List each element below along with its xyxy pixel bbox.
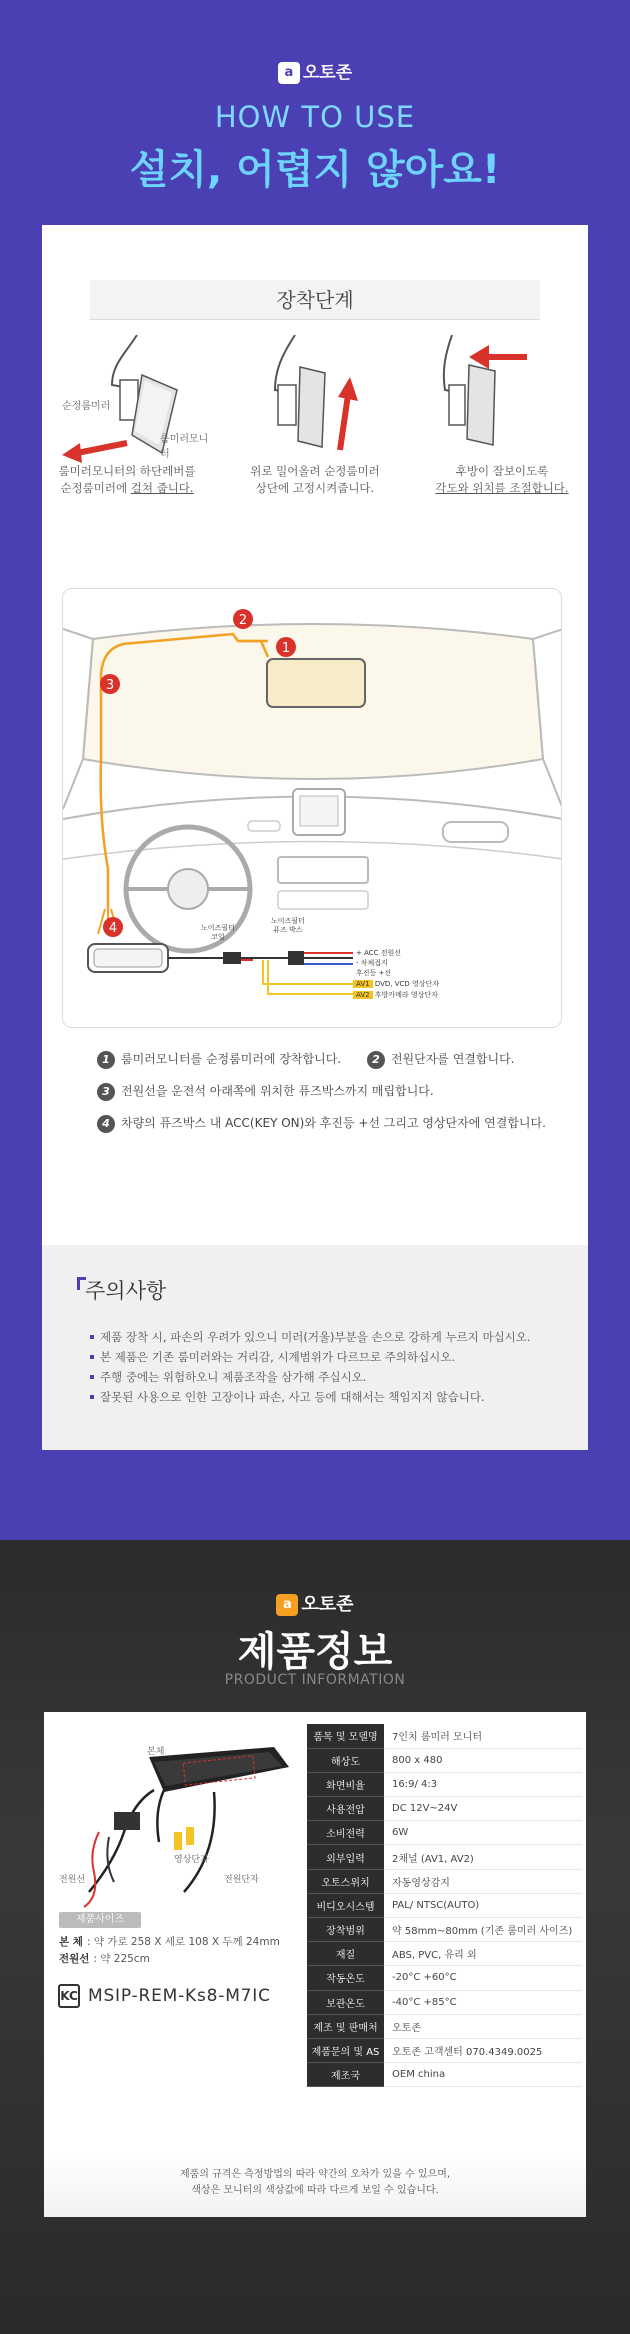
headline: 설치, 어렵지 않아요!	[129, 147, 501, 193]
av2-text: 후방카메라 영상단자	[374, 991, 438, 999]
spec-value: 7인치 룸미러 모니터	[384, 1724, 582, 1748]
spec-key: 오토스위치	[307, 1869, 384, 1893]
legend-item-1	[97, 1050, 341, 1069]
caution-item: 본 제품은 기존 룸미러와는 거리감, 시계범위가 다르므로 주의하십시오.	[90, 1347, 570, 1367]
size-badge: 제품사이즈	[59, 1912, 141, 1928]
spec-key: 보관온도	[307, 1990, 384, 2014]
spec-row	[307, 1893, 582, 1917]
install-legend	[97, 1050, 567, 1146]
cert-number: MSIP-REM-Ks8-M7IC	[88, 1986, 271, 2006]
product-note-line1: 제품의 규격은 측정방법의 따라 약간의 오차가 있을 수 있으며,	[179, 2169, 451, 2180]
logo-mark-2: a	[276, 1594, 298, 1616]
spec-row	[307, 2014, 582, 2038]
spec-row	[307, 1942, 582, 1966]
spec-key: 사용전압	[307, 1797, 384, 1821]
brand-logo	[0, 58, 630, 84]
spec-row	[307, 1869, 582, 1893]
step-1-caption-text: 순정룸미러에	[60, 481, 131, 495]
spec-value: OEM china	[384, 2063, 582, 2087]
legend-row-1	[97, 1050, 567, 1068]
step-1-caption-line1: 룸미러모니터의 하단레버를	[58, 464, 196, 478]
spec-table	[307, 1724, 582, 2087]
size-body-value: : 약 가로 258 X 세로 108 X 두께 24mm	[86, 1936, 280, 1948]
spec-key: 제조국	[307, 2063, 384, 2087]
step-1-caption-emphasis: 걸쳐 줍니다.	[130, 481, 194, 495]
av1-tag: AV1	[353, 980, 373, 988]
spec-row	[307, 1724, 582, 1748]
caution-title: 주의사항	[77, 1275, 166, 1305]
product-subtitle: PRODUCT INFORMATION	[224, 1672, 406, 1688]
size-info	[59, 1934, 280, 1968]
spec-value: DC 12V~24V	[384, 1797, 582, 1821]
step-3-caption-line1: 후방이 잘보이도록	[455, 464, 549, 478]
noise-filter-fuse-label: 노이즈필터 퓨즈 박스	[271, 917, 305, 934]
spec-value: 약 58mm~80mm (기존 룸미러 사이즈)	[384, 1918, 582, 1942]
wire-label-reverse: 후진등 +선	[356, 969, 392, 977]
spec-key: 제품문의 및 AS	[307, 2038, 384, 2062]
install-step-3	[417, 335, 587, 515]
step-2-caption	[230, 463, 400, 497]
install-step-1	[42, 335, 212, 515]
step-2-caption-line1: 위로 밀어올려 순정룸미러	[250, 464, 380, 478]
caution-list	[90, 1327, 570, 1407]
img-label-power-terminal: 전원단자	[224, 1875, 259, 1885]
spec-value: -40°C +85°C	[384, 1990, 582, 2014]
marker-2: 2	[238, 613, 248, 628]
legend-item-4	[97, 1114, 567, 1132]
spec-row	[307, 2063, 582, 2087]
caution-item: 잘못된 사용으로 인한 고장이나 파손, 사고 등에 대해서는 책임지지 않습니다.	[90, 1387, 570, 1407]
spec-row	[307, 1797, 582, 1821]
legend-num-2: 2	[367, 1051, 385, 1069]
install-steps-title: 장착단계	[90, 280, 540, 320]
spec-row	[307, 1966, 582, 1990]
spec-value: 6W	[384, 1821, 582, 1845]
caution-item: 제품 장착 시, 파손의 우려가 있으니 미러(거울)부분을 손으로 강하게 누르지 마십시오.	[90, 1327, 570, 1347]
av1-row	[353, 979, 439, 989]
spec-key: 품목 및 모델명	[307, 1724, 384, 1748]
caution-box	[42, 1245, 588, 1450]
spec-key: 재질	[307, 1942, 384, 1966]
legend-item-3	[97, 1082, 567, 1100]
kc-certification	[58, 1982, 271, 2010]
step-2-caption-text: 상단에 고정시켜줍니다.	[255, 481, 375, 495]
brand-name-2: 오토존	[301, 1594, 354, 1615]
legend-item-2	[367, 1050, 515, 1069]
spec-key: 제조 및 판매처	[307, 2014, 384, 2038]
spec-key: 외부입력	[307, 1845, 384, 1869]
spec-value: ABS, PVC, 유리 외	[384, 1942, 582, 1966]
marker-3: 3	[105, 678, 115, 693]
step-3-caption-line2	[417, 480, 587, 497]
av1-text: DVD, VCD 영상단자	[374, 980, 440, 988]
spec-value: 오토존	[384, 2014, 582, 2038]
spec-value: 2채널 (AV1, AV2)	[384, 1845, 582, 1869]
product-title: 제품정보	[237, 1629, 393, 1675]
legend-text-1: 룸미러모니터를 순정룸미러에 장착합니다.	[121, 1052, 342, 1066]
legend-num-1: 1	[97, 1051, 115, 1069]
spec-value: -20°C +60°C	[384, 1966, 582, 1990]
legend-text-3: 전원선을 운전석 아래쪽에 위치한 퓨즈박스까지 매립합니다.	[121, 1084, 434, 1098]
step-2-caption-line2	[230, 480, 400, 497]
img-label-power: 전원선	[59, 1875, 86, 1885]
marker-1: 1	[281, 641, 291, 656]
product-image	[54, 1722, 314, 1922]
install-card	[42, 225, 588, 1245]
spec-key: 장착범위	[307, 1918, 384, 1942]
how-to-use-heading: HOW TO USE	[214, 100, 416, 134]
kc-icon: KC	[58, 1984, 80, 2008]
label-oem-mirror: 순정룸미러	[62, 401, 111, 412]
product-info-section	[0, 1540, 630, 2334]
install-step-2	[230, 335, 400, 515]
spec-row	[307, 1772, 582, 1796]
car-interior-illustration	[63, 589, 562, 1028]
step-2-illustration	[230, 335, 400, 465]
product-card	[44, 1712, 586, 2217]
av2-tag: AV2	[353, 991, 373, 999]
size-body	[59, 1934, 280, 1951]
img-label-video: 영상단자	[174, 1855, 209, 1865]
spec-value: 자동영상감지	[384, 1869, 582, 1893]
size-cable	[59, 1951, 280, 1968]
spec-value: 16:9/ 4:3	[384, 1772, 582, 1796]
noise-filter-core-label: 노이즈필터 코일	[201, 924, 235, 941]
wire-label-acc: + ACC 전원선	[356, 949, 402, 957]
wiring-diagram	[62, 588, 562, 1028]
label-mirror-monitor: 룸미러모니터	[160, 434, 209, 460]
spec-row	[307, 1821, 582, 1845]
spec-key: 비디오시스템	[307, 1893, 384, 1917]
spec-value: 800 x 480	[384, 1748, 582, 1772]
spec-key: 해상도	[307, 1748, 384, 1772]
av2-row	[353, 990, 438, 1000]
caution-item: 주행 중에는 위험하오니 제품조작을 삼가해 주십시오.	[90, 1367, 570, 1387]
step-1-caption-line2	[42, 480, 212, 497]
spec-row	[307, 1918, 582, 1942]
legend-num-3: 3	[97, 1083, 115, 1101]
logo-mark: a	[278, 62, 300, 84]
step-3-illustration	[417, 335, 587, 465]
legend-text-4: 차량의 퓨즈박스 내 ACC(KEY ON)와 후진등 +선 그리고 영상단자에 연결합니다.	[121, 1116, 546, 1130]
marker-4: 4	[108, 921, 118, 936]
img-label-body: 본체	[147, 1747, 165, 1757]
spec-row	[307, 1990, 582, 2014]
product-note-line2: 색상은 모니터의 색상값에 따라 다르게 보일 수 있습니다.	[191, 2185, 439, 2196]
product-note	[44, 2167, 586, 2199]
spec-key: 작동온도	[307, 1966, 384, 1990]
spec-value: 오토존 고객센터 070.4349.0025	[384, 2038, 582, 2062]
brand-name: 오토존	[302, 63, 353, 83]
wire-label-ground: - 차체접지	[356, 959, 388, 967]
size-cable-key: 전원선	[59, 1953, 90, 1965]
spec-key: 소비전력	[307, 1821, 384, 1845]
step-3-caption	[417, 463, 587, 497]
spec-row	[307, 1748, 582, 1772]
brand-logo-2	[0, 1590, 630, 1616]
spec-key: 화면비율	[307, 1772, 384, 1796]
step-1-caption	[42, 463, 212, 497]
size-cable-value: : 약 225cm	[93, 1953, 150, 1965]
step-3-caption-emphasis: 각도와 위치를 조절합니다.	[435, 481, 569, 495]
legend-text-2: 전원단자를 연결합니다.	[390, 1052, 515, 1066]
spec-row	[307, 1845, 582, 1869]
spec-row	[307, 2038, 582, 2062]
legend-num-4: 4	[97, 1115, 115, 1133]
spec-value: PAL/ NTSC(AUTO)	[384, 1893, 582, 1917]
size-body-key: 본 체	[59, 1936, 83, 1948]
